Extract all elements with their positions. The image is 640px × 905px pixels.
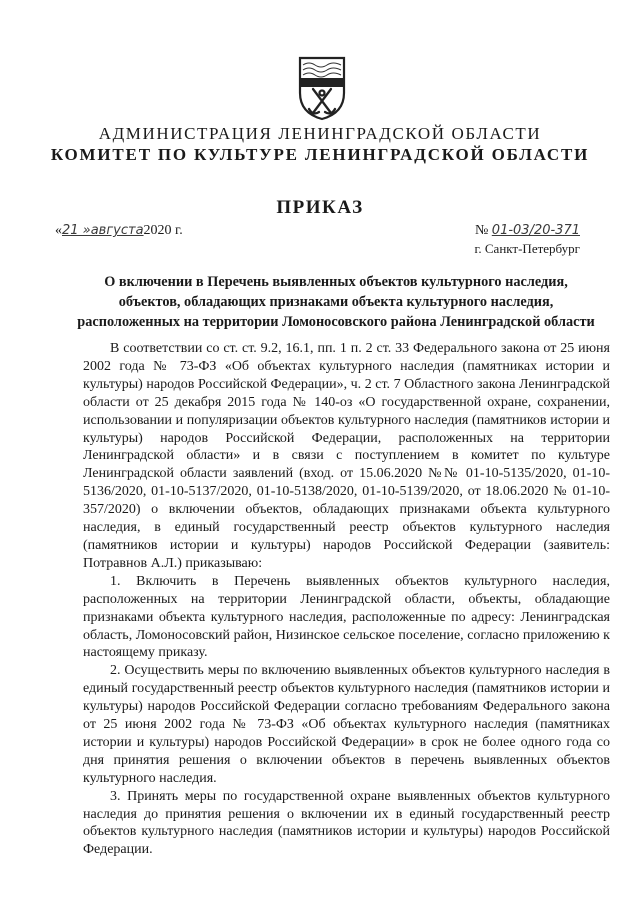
handwritten-date: 21 »августа — [62, 223, 144, 238]
clause-1: 1. Включить в Перечень выявленных объектов культурного наследия, расположенных на территории Ленинградской области, объекты, обладающие признаками объекта культурного наследия, расположенные по адресу: Ленинградская область, Ломоносовский район, Низинское сельское поселение, согласно приложению к настоящему приказу. — [83, 573, 610, 661]
clause-3: 3. Принять меры по государственной охране выявленных объектов культурного наследия до принятия решения о включении их в единый государственный реестр объектов культурного наследия (памятников истории и культуры) народов Российской Федерации. — [83, 788, 610, 858]
clause-2: 2. Осуществить меры по включению выявленных объектов культурного наследия в единый государственный реестр объектов культурного наследия (памятников истории и культуры) народов Российской Федерации согласно требованиям Федерального закона от 25 июня 2002 года № 73-ФЗ «Об объектах культурного наследия (памятниках истории и культуры) народов Российской Федерации» в срок не более одного года со дня принятия решения о включении объектов в перечень выявленных объектов культурного наследия. — [83, 663, 610, 786]
committee-name: КОМИТЕТ ПО КУЛЬТУРЕ ЛЕНИНГРАДСКОЙ ОБЛАСТИ — [50, 145, 590, 164]
order-subject — [56, 272, 616, 332]
subject-line: расположенных на территории Ломоносовского района Ленинградской области — [77, 314, 595, 330]
date-year: 2020 г. — [143, 223, 183, 238]
order-date — [55, 223, 183, 239]
handwritten-number: 01-03/20-371 — [491, 223, 580, 238]
order-number — [475, 223, 580, 239]
subject-line: О включении в Перечень выявленных объектов культурного наследия, — [104, 274, 568, 290]
date-prefix: « — [55, 223, 62, 238]
issue-city: г. Санкт-Петербург — [474, 241, 580, 256]
document-title: ПРИКАЗ — [276, 197, 364, 218]
leningrad-oblast-coat-of-arms-icon — [297, 55, 347, 121]
subject-line: объектов, обладающих признаками объекта культурного наследия, — [118, 294, 554, 310]
preamble-paragraph: В соответствии со ст. ст. 9.2, 16.1, пп. 1 п. 2 ст. 33 Федерального закона от 25 июня 2002 года № 73-ФЗ «Об объектах культурного наследия (памятниках истории и культуры) народов Российской Федерации», ч. 2 ст. 7 Областного закона Ленинградской области от 25 декабря 2015 года № 140-оз «О государственной охране, сохранении, использовании и популяризации объектов культурного наследия (памятников истории и культуры) народов Российской Федерации, расположенных на территории Ленинградской области» и в связи с поступлением в комитет по культуре Ленинградской области заявлений (вход. от 15.06.2020 №№ 01-10-5135/2020, 01-10-5136/2020, 01-10-5137/2020, 01-10-5138/2020, 01-10-5139/2020, от 18.06.2020 № 01-10-357/2020) о включении объектов, обладающих признаками объекта культурного наследия, в единый государственный реестр объектов культурного наследия (памятников истории и культуры) народов Российской Федерации (заявитель: Потравнов А.Л.) приказываю: — [83, 341, 610, 571]
organization-name: АДМИНИСТРАЦИЯ ЛЕНИНГРАДСКОЙ ОБЛАСТИ — [98, 124, 542, 143]
order-body — [83, 340, 610, 859]
number-prefix: № — [474, 223, 492, 238]
